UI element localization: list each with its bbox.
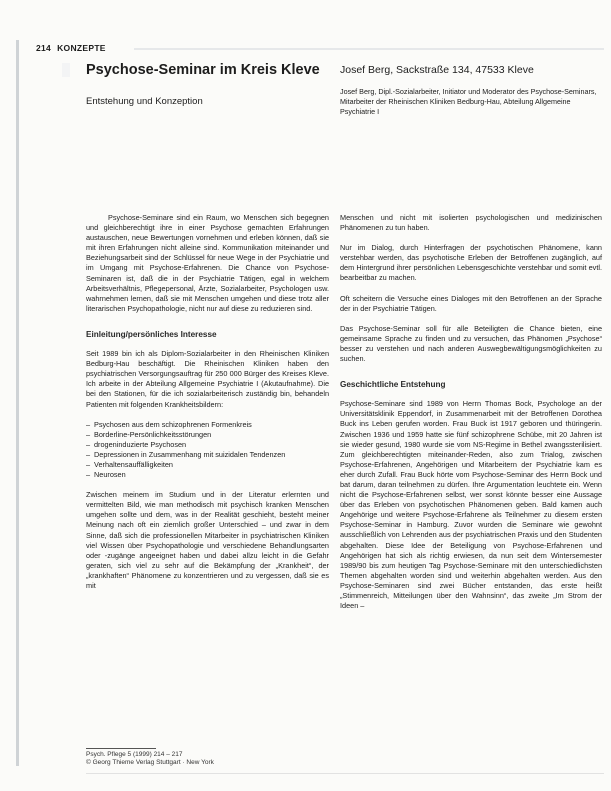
running-head bbox=[36, 43, 106, 53]
publisher-note: © Georg Thieme Verlag Stuttgart · New York bbox=[86, 759, 214, 767]
list-item: – Verhaltensauffälligkeiten bbox=[86, 460, 329, 470]
body-paragraph: Menschen und nicht mit isolierten psychologischen und medizinischen Phänomenen zu tun haben. bbox=[340, 213, 602, 233]
journal-citation: Psych. Pflege 5 (1999) 214 – 217 bbox=[86, 751, 183, 758]
author-description: Josef Berg, Dipl.-Sozialarbeiter, Initiator und Moderator des Psychose-Seminars, Mitarbeiter der Rheinischen Kliniken Bedburg-Hau, Abteilung Allgemeine Psychiatrie I bbox=[340, 87, 597, 117]
abstract: Psychose-Seminare sind ein Raum, wo Menschen sich begegnen und gleichberechtigt ihre in einer Psychose gemachten Erfahrungen austauschen, neue Bewertungen vornehmen und erleben können, daß sie mit ihren Erfahrungen nicht alleine sind. Kommunikation miteinander und Beziehungsarbeit sind der Schlüssel für neue Wege in der Psychiatrie und im Umgang mit Psychose-Erfahrenen. Die Chance von Psychose-Seminaren ist, daß die in der Psychiatrie Tätigen, egal in welchem Arbeitsverhältnis, Pflegepersonal, Ärzte, Sozialarbeiter, Psychologen usw. wahrnehmen lernen, daß sie mit Menschen umgehen und diese trotz aller literarischen Psychopathologie, nicht nur auf diese zu reduzieren sind. bbox=[86, 213, 329, 313]
footnote bbox=[86, 751, 214, 768]
body-paragraph: Das Psychose-Seminar soll für alle Beteiligten die Chance bieten, eine gemeinsame Sprache zu finden und zu versuchen, das Phänomen „Psychose“ besser zu verstehen und nach anderen Auswegbewältigungsmöglichkeiten zu suchen. bbox=[340, 323, 602, 364]
left-column bbox=[86, 213, 329, 601]
article-title: Psychose-Seminar im Kreis Kleve bbox=[86, 62, 320, 78]
footnote-rule bbox=[86, 748, 156, 749]
body-paragraph: Oft scheitern die Versuche eines Dialoges mit den Betroffenen an der Sprache der in der Psychiatrie Tätigen. bbox=[340, 293, 602, 313]
list-item: – Psychosen aus dem schizophrenen Formenkreis bbox=[86, 420, 329, 430]
section-label: KONZEPTE bbox=[57, 43, 106, 53]
right-column bbox=[340, 213, 602, 621]
history-paragraph: Psychose-Seminare sind 1989 von Herrn Thomas Bock, Psychologe an der Universitätsklinik Eppendorf, in Zusammenarbeit mit der Betroffenen Dorothea Buck ins Leben gerufen worden. Frau Buck ist 1917 geboren und thüringerin. Zwischen 1936 und 1959 hatte sie fünf schizophrene Schübe, mit 20 Jahren ist sie wieder gesund, 1980 wurde sie vom NS-Regime in Bethel zwangssterilisiert. Zum gleichberechtigten miteinander-Reden, also zum Trialog, zwischen Psychose-Erfahrenen, Angehörigen und Mitarbeitern der Psychiatrie kam es eher durch Zufall. Frau Buck hörte vom Psychose-Seminar des Herrn Bock und bat darum, daran teilnehmen zu dürfen. Ihre Argumentation leuchtete ein. Wenn nicht die Psychose-Erfahrenen selbst, wer sonst könnte besser eine Aussage über das Erleben von psychotischen Phänomenen geben. Bald kamen auch Angehörige und weitere Psychose-Erfahrene als Teilnehmer zu diesem ersten Psychose-Seminar in Hamburg. Zuvor wurden die Seminare wie gewohnt ausschließlich von Lehrenden aus der psychiatrischen Praxis und den Studenten abgehalten. Diese Idee der Beteiligung von Psychose-Erfahrenen und Angehörigen hat sich als richtig erwiesen, da nun seit dem Wintersemester 1989/90 bis zum heutigen Tag Psychose-Seminare mit den unterschiedlichsten Themen abgehalten worden sind und weiterhin abgehalten werden. Aus den Psychose-Seminaren sind zwei Bücher entstanden, das erste heißt „Stimmenreich, Mitteilungen über den Wahnsinn“, das zweite „Im Strom der Ideen – bbox=[340, 399, 602, 611]
page-edge-rule bbox=[16, 40, 19, 766]
header-rule bbox=[134, 48, 604, 50]
list-item: – Depressionen in Zusammenhang mit suizidalen Tendenzen bbox=[86, 450, 329, 460]
list-item: – drogeninduzierte Psychosen bbox=[86, 440, 329, 450]
body-paragraph: Nur im Dialog, durch Hinterfragen der psychotischen Phänomene, kann verstehbar werden, das psychotische Erleben der Betroffenen zugänglich, auf dem Hintergrund ihrer persönlichen Lebensgeschichte verstehbar und somit evtl. bearbeitbar zu machen. bbox=[340, 243, 602, 283]
intro-paragraph: Seit 1989 bin ich als Diplom-Sozialarbeiter in den Rheinischen Kliniken Bedburg-Hau beschäftigt. Die Rheinischen Kliniken haben den psychiatrischen Versorgungsauftrag für 250 000 Bürger des Kreises Kleve. Ich arbeite in der Abteilung Allgemeine Psychiatrie I (Akutaufnahme). Die bei den Stationen, für die ich sozialarbeiterisch zuständig bin, behandeln Patienten mit folgenden Krankheitsbildern: bbox=[86, 349, 329, 409]
bottom-rule bbox=[86, 773, 604, 774]
title-marker bbox=[62, 63, 70, 77]
section-heading-history: Geschichtliche Entstehung bbox=[340, 380, 446, 390]
list-item: – Neurosen bbox=[86, 470, 329, 480]
article-subtitle: Entstehung und Konzeption bbox=[86, 96, 203, 107]
page-number: 214 bbox=[36, 43, 52, 53]
closing-paragraph: Zwischen meinem im Studium und in der Literatur erlernten und vermittelten Bild, wie man methodisch mit psychisch kranken Menschen umgehen sollte und dem, was in der Realität geschieht, besteht meiner Meinung nach oft ein ziemlich großer Unterschied – und zwar in dem Sinne, daß sich die professionellen Mitarbeiter in psychiatrischen Kliniken viel Wissen über Psychopathologie und verschiedene Behandlungsarten oder -zugänge angeeignet haben und dabei allzu leicht in die Gefahr geraten, sich viel zu sehr auf die Bekämpfung der „Krankheit“, der „krankhaften“ Phänomene zu konzentrieren und zu vergessen, daß sie es mit bbox=[86, 490, 329, 590]
diagnosis-list bbox=[86, 420, 329, 481]
author-address: Josef Berg, Sackstraße 134, 47533 Kleve bbox=[340, 64, 534, 76]
list-item: – Borderline-Persönlichkeitsstörungen bbox=[86, 430, 329, 440]
section-heading-intro: Einleitung/persönliches Interesse bbox=[86, 329, 217, 339]
